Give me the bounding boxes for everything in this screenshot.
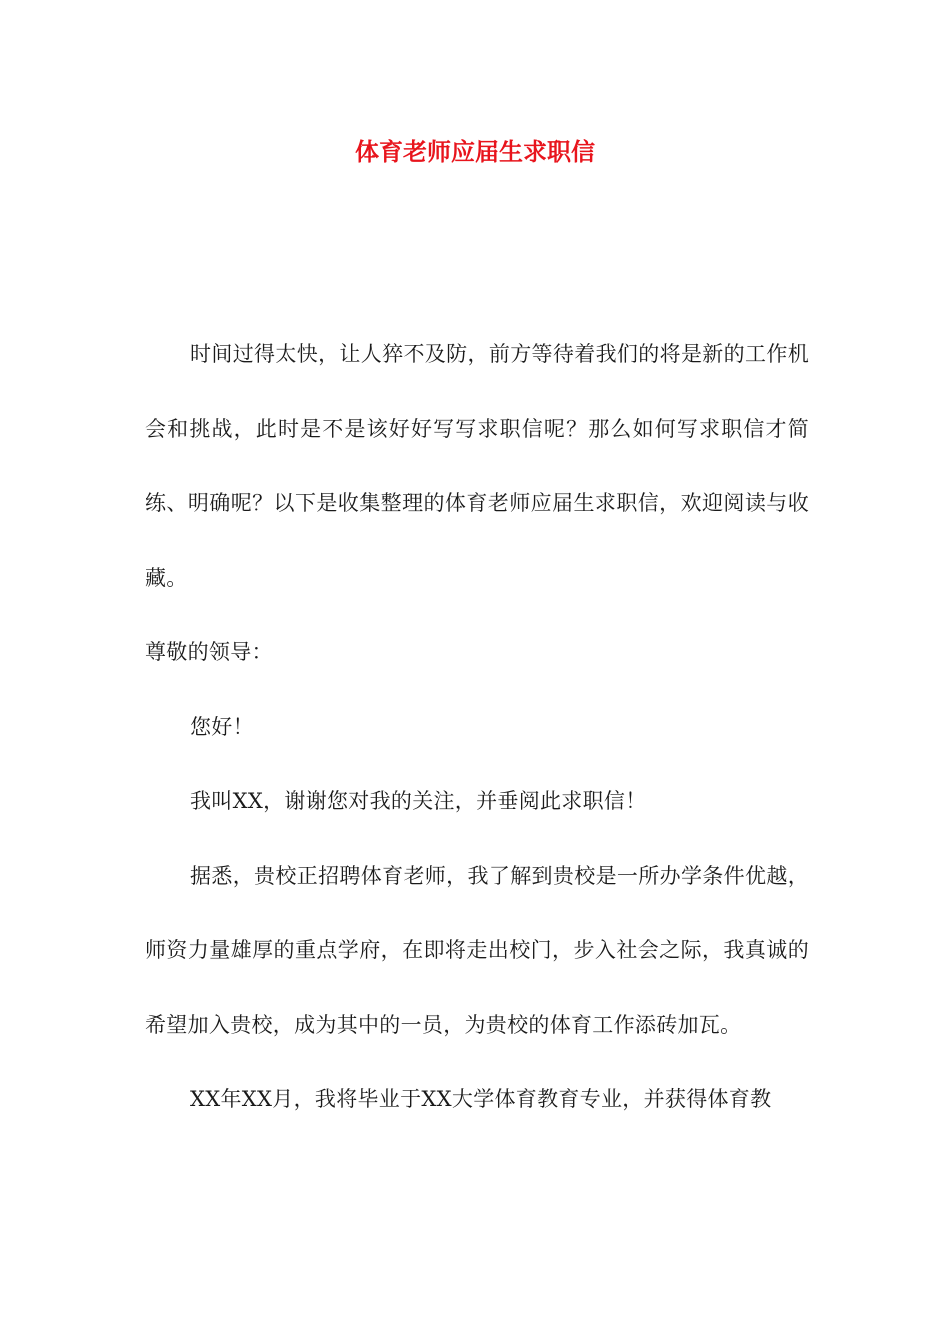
education-paragraph: XX年XX月，我将毕业于XX大学体育教育专业，并获得体育教 <box>190 1087 772 1111</box>
salutation: 尊敬的领导： <box>145 640 273 664</box>
intro-paragraph: 时间过得太快，让人猝不及防，前方等待着我们的将是新的工作机会和挑战，此时是不是该好好写写求职信呢？那么如何写求职信才简练、明确呢？以下是收集整理的体育老师应届生求职信，欢迎阅读与收藏。 <box>145 342 809 590</box>
greeting: 您好！ <box>190 714 254 739</box>
self-introduction-paragraph: 我叫XX，谢谢您对我的关注，并垂阅此求职信！ <box>190 789 647 813</box>
document-title: 体育老师应届生求职信 <box>355 137 595 166</box>
document-body <box>145 317 809 1137</box>
motivation-paragraph: 据悉，贵校正招聘体育老师，我了解到贵校是一所办学条件优越，师资力量雄厚的重点学府，在即将走出校门，步入社会之际，我真诚的希望加入贵校，成为其中的一员，为贵校的体育工作添砖加瓦。 <box>145 863 809 1037</box>
